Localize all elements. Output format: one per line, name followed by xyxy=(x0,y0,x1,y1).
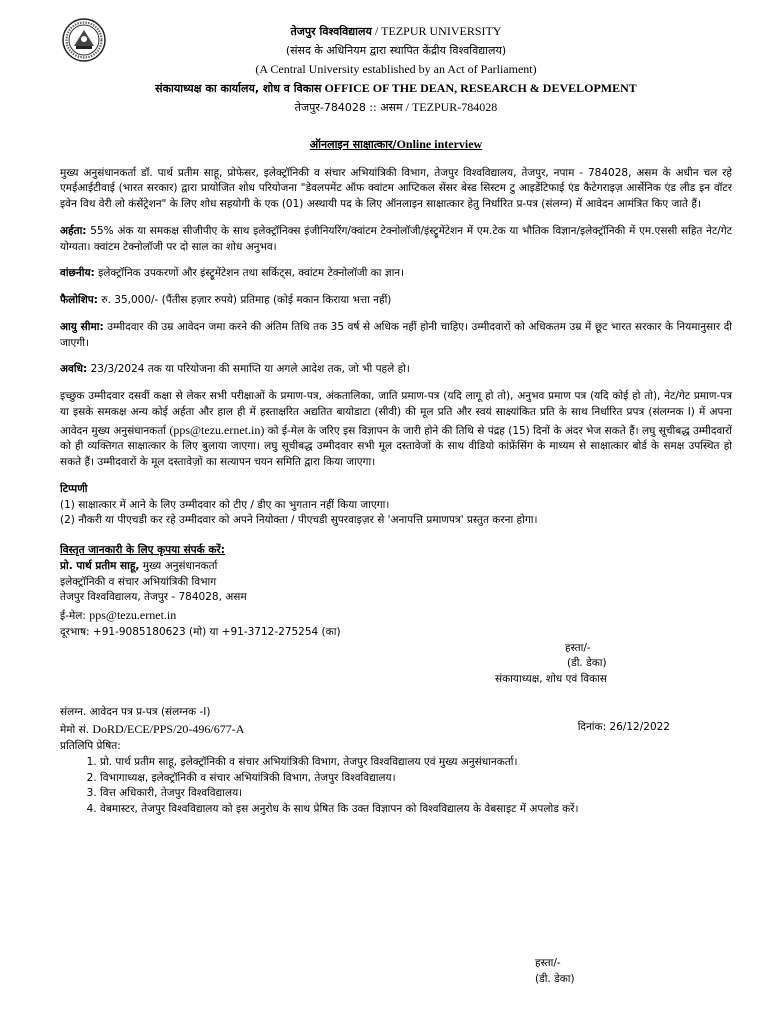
university-name: तेजपुर विश्वविद्यालय / TEZPUR UNIVERSITY xyxy=(290,24,502,38)
notes-heading: टिप्पणी xyxy=(60,482,88,495)
memo-row xyxy=(60,720,670,739)
signature-block-1 xyxy=(60,641,732,699)
notes-section xyxy=(60,482,732,529)
desirable-paragraph: वांछनीय: इलेक्ट्रॉनिक उपकरणों और इंस्ट्रूमेंटेशन तथा सर्किट्स, क्वांटम टेक्नोलॉजी का ज्ञान। xyxy=(60,267,405,280)
contact-department: इलेक्ट्रॉनिकी व संचार अभियांत्रिकी विभाग xyxy=(60,575,217,588)
note-item: (2) नौकरी या पीएचडी कर रहे उम्मीदवार को अपने नियोक्ता / पीएचडी सुपरवाइज़र से 'अनापत्ति प्रमाणपत्र' प्रस्तुत करना होगा। xyxy=(60,514,538,527)
office-name: संकायाध्यक्ष का कार्यालय, शोध व विकास OFFICE OF THE DEAN, RESEARCH & DEVELOPMENT xyxy=(155,81,637,95)
list-item: 4. वेबमास्टर, तेजपुर विश्वविद्यालय को इस अनुरोध के साथ प्रेषित कि उक्त विज्ञापन को विश्वविद्यालय के वेबसाइट में अपलोड करें। xyxy=(100,802,732,818)
signature-signed: हस्ता/- xyxy=(565,641,591,654)
signature-block-2 xyxy=(535,956,575,988)
copy-to-list xyxy=(60,755,732,818)
contact-section xyxy=(60,543,732,641)
contact-email-link[interactable]: pps@tezu.ernet.in xyxy=(89,608,177,622)
duration-paragraph: अवधि: 23/3/2024 तक या परियोजना की समाप्ति या अगले आदेश तक, जो भी पहले हो। xyxy=(60,363,410,376)
contact-email: ई-मेल: pps@tezu.ernet.in xyxy=(60,608,177,622)
list-item: 2. विभागाध्यक्ष, इलेक्ट्रॉनिकी व संचार अभियांत्रिकी विभाग, तेजपुर विश्वविद्यालय। xyxy=(100,771,732,787)
letterhead xyxy=(60,22,732,117)
contact-address: तेजपुर विश्वविद्यालय, तेजपुर - 784028, असम xyxy=(60,591,247,604)
university-subtitle-hindi: (संसद के अधिनियम द्वारा स्थापित केंद्रीय विश्वविद्यालय) xyxy=(285,44,507,57)
memo-date: दिनांक: 26/12/2022 xyxy=(577,721,670,734)
contact-phone: दूरभाष: +91-9085180623 (मो) या +91-3712-275254 (का) xyxy=(60,625,341,638)
signatory-name: (डी. डेका) xyxy=(567,657,607,670)
document-page xyxy=(60,20,732,818)
application-paragraph: इच्छुक उम्मीदवार दसवीं कक्षा से लेकर सभी परीक्षाओं के प्रमाण-पत्र, अंकतालिका, जाति प्रमाण-पत्र (यदि लागू हो तो), अनुभव प्रमाण पत्र (यदि कोई हो तो), नेट/गेट प्रमाण-पत्र या इसके समकक्ष अन्य कोई अर्हता और हाल ही में हस्ताक्षरित अद्यतित बायोडाटा (सीवी) की मूल प्रति और स्वयं साक्ष्यांकित प्रति के साथ निर्धारित प्रपत्र (संलग्नक I) में अपना आवेदन मुख्य अनुसंधानकर्ता (pps@tezu.ernet.in) को ई-मेल के जरिए इस विज्ञापन के जारी होने की तिथि से पंद्रह (15) दिनों के अंदर भेज सकते हैं। लघु सूचीबद्ध उम्मीदवारों को ही व्यक्तिगत साक्षात्कार के लिए बुलाया जाएगा। लघु सूचीबद्ध उम्मीदवार सभी मूल दस्तावेजों के साथ वीडियो कांफ्रेंसिंग के माध्यम से साक्षात्कार बोर्ड के समक्ष उपस्थित हो सकते हैं। उम्मीदवारों के मूल दस्तावेज़ों का सत्यापन चयन समिति द्वारा किया जाएगा। xyxy=(60,390,733,468)
university-subtitle-english: (A Central University established by an Act of Parliament) xyxy=(255,62,537,76)
eligibility-paragraph: अर्हता: 55% अंक या समकक्ष सीजीपीए के साथ इलेक्ट्रॉनिक्स इंजीनियरिंग/क्वांटम टेक्नोलॉजी/इंस्ट्रूमेंटेशन में एम.टेक या भौतिक विज्ञान/इलेक्ट्रॉनिकी में एम.एससी सहित नेट/गेट योग्यता। क्वांटम टेक्नोलॉजी पर दो साल का शोध अनुभव। xyxy=(60,224,732,253)
signatory-designation: संकायाध्यक्ष, शोध एवं विकास xyxy=(495,673,608,685)
page-title: ऑनलाइन साक्षात्कार/Online interview xyxy=(309,137,483,151)
office-address: तेजपुर-784028 :: असम / TEZPUR-784028 xyxy=(294,100,498,114)
intro-paragraph: मुख्य अनुसंधानकर्ता डॉ. पार्थ प्रतीम साहू, प्रोफेसर, इलेक्ट्रॉनिकी व संचार अभियांत्रिकी विभाग, तेजपुर विश्वविद्यालय, तेजपुर, नपाम - 784028, असम के अधीन चल रहे एमईआईटीवाई (भारत सरकार) द्वारा प्रायोजित शोध परियोजना "डेवलपमेंट ऑफ क्वांटम आप्टिकल सेंसर बेस्ड सिस्टम टु आइडेंटिफाई एंड कैटेगराइज़ आर्सेनिक एंड लीड इन वॉटर इवेन विथ वेरी लो कंसेंट्रेशन" के लिए शोध सहयोगी के एक (01) अस्थायी पद के लिए ऑनलाइन साक्षात्कार हेतु निर्धारित प्र-पत्र (संलग्न) में आवेदन आमंत्रित किए जाते हैं। xyxy=(60,166,732,210)
age-limit-paragraph: आयु सीमा: उम्मीदवार की उम्र आवेदन जमा करने की अंतिम तिथि तक 35 वर्ष से अधिक नहीं होनी चाहिए। उम्मीदवारों को अधिकतम उम्र में छूट भारत सरकार के नियमानुसार दी जाएगी। xyxy=(60,320,732,349)
contact-name: प्रो. पार्थ प्रतीम साहू, मुख्य अनुसंधानकर्ता xyxy=(60,559,218,572)
fellowship-paragraph: फैलोशिप: रु. 35,000/- (पैंतीस हज़ार रुपये) प्रतिमाह (कोई मकान किराया भत्ता नहीं) xyxy=(60,294,392,306)
note-item: (1) साक्षात्कार में आने के लिए उम्मीदवार को टीए / डीए का भुगतान नहीं किया जाएगा। xyxy=(60,498,390,511)
list-item: 1. प्रो. पार्थ प्रतीम साहू, इलेक्ट्रॉनिकी व संचार अभियांत्रिकी विभाग, तेजपुर विश्वविद्यालय एवं मुख्य अनुसंधानकर्ता। xyxy=(100,755,732,771)
signature-signed: हस्ता/- xyxy=(535,957,561,969)
signatory-name: (डी. डेका) xyxy=(535,972,575,985)
enclosure-line: संलग्न. आवेदन पत्र प्र-पत्र (संलग्नक -I) xyxy=(60,705,211,718)
contact-heading: विस्तृत जानकारी के लिए कृपया संपर्क करें: xyxy=(60,544,225,556)
copy-to-heading: प्रतिलिपि प्रेषित: xyxy=(60,740,121,752)
application-email-link[interactable]: (pps@tezu.ernet.in) xyxy=(169,422,265,437)
memo-number: मेमो सं. DoRD/ECE/PPS/20-496/677-A xyxy=(60,722,245,737)
list-item: 3. वित्त अधिकारी, तेजपुर विश्वविद्यालय। xyxy=(100,786,732,802)
